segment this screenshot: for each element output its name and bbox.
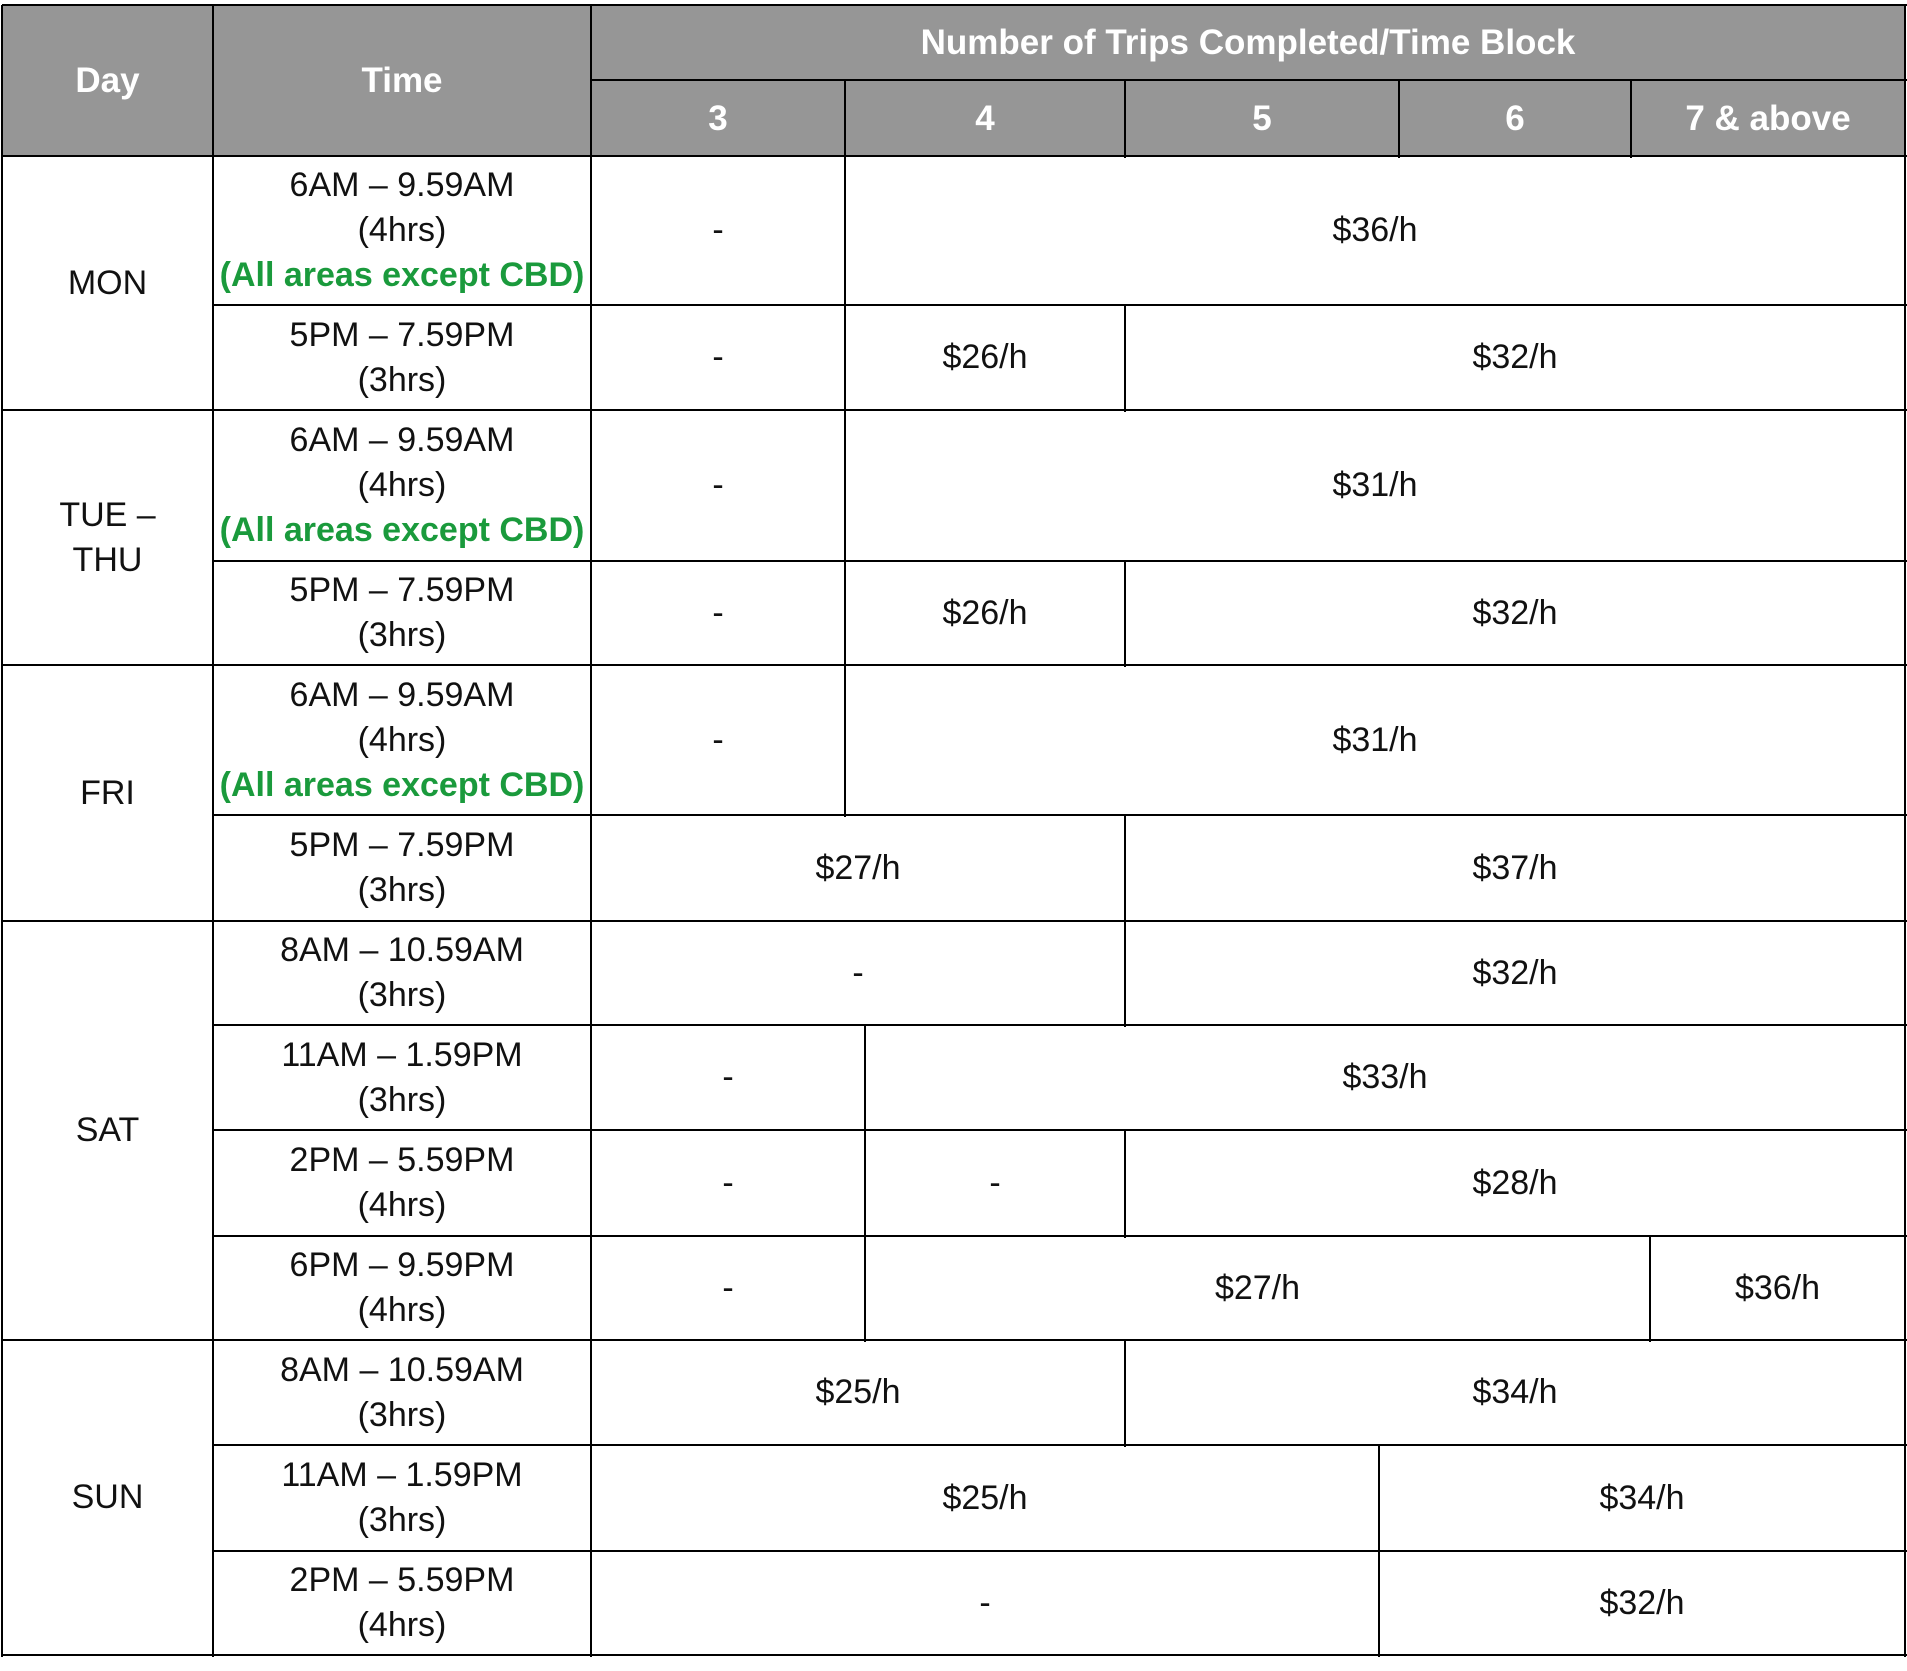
time-cell	[213, 561, 591, 665]
rate-value: $34/h	[1472, 1373, 1558, 1411]
day-cell	[2, 921, 213, 1340]
rate-value: $25/h	[942, 1478, 1028, 1517]
day-label: SUN	[71, 1478, 144, 1516]
rate-value: $34/h	[1599, 1478, 1685, 1517]
rate-cell	[591, 561, 845, 665]
rate-cell	[591, 1025, 865, 1130]
time-range: 11AM – 1.59PM	[281, 1035, 523, 1074]
time-range: 5PM – 7.59PM	[289, 315, 515, 354]
grid-line-h	[2, 1654, 1907, 1656]
rate-value: -	[722, 1163, 734, 1202]
day-cell	[2, 410, 213, 665]
day-cell	[2, 1340, 213, 1655]
rate-cell	[1650, 1236, 1905, 1340]
grid-line-h	[2, 1339, 1907, 1341]
rate-cell	[591, 305, 845, 410]
rate-cell	[591, 1551, 1379, 1655]
rate-value: -	[989, 1163, 1001, 1202]
grid-line-h	[213, 1235, 1907, 1237]
grid-line-v	[1124, 305, 1126, 412]
rate-cell	[1379, 1551, 1905, 1655]
rate-cell	[865, 1025, 1905, 1130]
time-range: 6PM – 9.59PM	[289, 1246, 515, 1284]
rate-cell	[1125, 1130, 1905, 1236]
header-col-3	[591, 80, 845, 156]
header-col-label: 6	[1505, 98, 1525, 138]
header-col-label: 4	[975, 98, 995, 138]
rate-value: -	[712, 338, 724, 376]
rate-value: -	[722, 1058, 734, 1096]
header-time-label: Time	[361, 61, 443, 100]
header-col-7	[1631, 80, 1905, 156]
grid-line-v	[864, 1236, 866, 1342]
grid-line-h	[2, 409, 1907, 411]
grid-line-v	[1124, 1130, 1126, 1238]
header-col-label: 7 & above	[1685, 98, 1851, 138]
rate-cell	[1125, 305, 1905, 410]
time-cell	[213, 1236, 591, 1340]
grid-line-h	[213, 560, 1907, 562]
time-cell	[213, 815, 591, 921]
header-col-5	[1125, 80, 1399, 156]
area-note: (All areas except CBD)	[219, 256, 585, 294]
grid-line-v	[1124, 80, 1126, 158]
grid-line-v	[864, 1025, 866, 1132]
grid-line-h	[2, 155, 1907, 157]
grid-line-v	[1, 5, 3, 1657]
time-duration: (4hrs)	[357, 466, 447, 504]
rate-cell	[591, 1236, 865, 1340]
time-range: 6AM – 9.59AM	[289, 421, 515, 459]
grid-line-h	[213, 1550, 1907, 1552]
rate-value: $27/h	[815, 848, 901, 887]
rate-cell	[591, 156, 845, 305]
rate-value: $25/h	[815, 1373, 901, 1411]
header-time	[213, 5, 591, 156]
rate-cell	[1125, 815, 1905, 921]
header-day-label: Day	[75, 61, 140, 100]
area-note: (All areas except CBD)	[219, 511, 585, 549]
header-group-label: Number of Trips Completed/Time Block	[920, 23, 1576, 62]
time-duration: (3hrs)	[357, 976, 447, 1014]
time-range: 6AM – 9.59AM	[289, 675, 515, 714]
rate-cell	[591, 815, 1125, 921]
time-cell	[213, 305, 591, 410]
rate-cell	[845, 305, 1125, 410]
time-duration: (3hrs)	[357, 871, 447, 909]
rate-cell	[591, 410, 845, 561]
day-label: MON	[67, 263, 148, 302]
grid-line-v	[1124, 561, 1126, 667]
rate-cell	[845, 665, 1905, 815]
grid-line-v	[1398, 80, 1400, 158]
time-duration: (4hrs)	[357, 1291, 447, 1329]
header-col-4	[845, 80, 1125, 156]
rate-value: -	[712, 466, 724, 504]
grid-line-h	[213, 1444, 1907, 1446]
header-col-label: 3	[708, 98, 728, 138]
grid-line-v	[844, 410, 846, 563]
rate-value: -	[852, 953, 864, 992]
rate-value: $36/h	[1734, 1268, 1821, 1307]
header-trips-group	[591, 5, 1905, 80]
time-range: 2PM – 5.59PM	[289, 1141, 515, 1179]
rate-cell	[1125, 561, 1905, 665]
rate-cell	[845, 410, 1905, 561]
time-duration: (4hrs)	[357, 720, 447, 759]
rate-value: -	[712, 593, 724, 632]
time-cell	[213, 1340, 591, 1445]
time-cell	[213, 921, 591, 1025]
day-cell	[2, 665, 213, 921]
time-duration: (3hrs)	[357, 1080, 447, 1119]
rate-value: -	[722, 1268, 734, 1307]
grid-line-v	[1649, 1236, 1651, 1342]
rate-value: $27/h	[1214, 1268, 1301, 1307]
rate-value: $32/h	[1472, 593, 1558, 632]
rate-value: $37/h	[1472, 848, 1558, 887]
rate-value: $31/h	[1332, 720, 1418, 759]
grid-line-v	[1904, 5, 1906, 1657]
grid-line-v	[844, 305, 846, 412]
day-label: TUE – THU	[59, 495, 156, 579]
time-duration: (4hrs)	[357, 1606, 447, 1644]
grid-line-v	[590, 5, 592, 1657]
rate-value: $33/h	[1342, 1058, 1428, 1096]
time-duration: (4hrs)	[357, 1186, 447, 1224]
rate-cell	[591, 665, 845, 815]
rate-value: -	[712, 211, 724, 249]
grid-line-v	[1378, 1551, 1380, 1657]
time-duration: (3hrs)	[357, 1501, 447, 1539]
grid-line-v	[844, 561, 846, 667]
grid-line-v	[212, 5, 214, 1657]
time-cell	[213, 156, 591, 305]
grid-line-h	[2, 920, 1907, 922]
grid-line-v	[844, 665, 846, 817]
time-cell	[213, 1130, 591, 1236]
time-duration: (3hrs)	[357, 360, 447, 399]
rate-value: $26/h	[942, 593, 1028, 632]
time-duration: (3hrs)	[357, 616, 447, 654]
area-note: (All areas except CBD)	[219, 765, 585, 804]
time-range: 11AM – 1.59PM	[281, 1456, 523, 1494]
time-range: 2PM – 5.59PM	[289, 1561, 515, 1599]
grid-line-v	[1124, 1340, 1126, 1447]
grid-line-v	[1124, 921, 1126, 1027]
day-cell	[2, 156, 213, 410]
time-range: 8AM – 10.59AM	[280, 1350, 524, 1389]
rate-cell	[1125, 921, 1905, 1025]
header-col-6	[1399, 80, 1631, 156]
time-cell	[213, 1025, 591, 1130]
rate-cell	[591, 1130, 865, 1236]
rate-cell	[1379, 1445, 1905, 1551]
grid-line-h	[213, 304, 1907, 306]
rate-value: $36/h	[1332, 211, 1418, 249]
grid-line-v	[1378, 1445, 1380, 1553]
header-day	[2, 5, 213, 156]
time-duration: (3hrs)	[357, 1395, 447, 1434]
rate-cell	[591, 1445, 1379, 1551]
grid-line-v	[864, 1130, 866, 1238]
grid-line-v	[844, 80, 846, 158]
grid-line-h	[591, 79, 1907, 81]
rate-value: $26/h	[942, 338, 1028, 376]
rate-cell	[865, 1130, 1125, 1236]
header-col-label: 5	[1252, 98, 1272, 138]
rate-cell	[1125, 1340, 1905, 1445]
time-cell	[213, 665, 591, 815]
day-label: SAT	[75, 1111, 140, 1149]
time-cell	[213, 410, 591, 561]
time-cell	[213, 1445, 591, 1551]
time-range: 6AM – 9.59AM	[289, 166, 515, 204]
rate-cell	[591, 921, 1125, 1025]
rate-cell	[845, 561, 1125, 665]
grid-line-v	[1630, 80, 1632, 158]
rate-cell	[591, 1340, 1125, 1445]
grid-line-h	[213, 1129, 1907, 1131]
grid-line-v	[1124, 815, 1126, 923]
time-cell	[213, 1551, 591, 1655]
grid-line-v	[844, 156, 846, 307]
time-range: 5PM – 7.59PM	[289, 571, 515, 609]
time-duration: (4hrs)	[357, 211, 447, 249]
rate-value: $32/h	[1472, 338, 1558, 376]
rate-value: -	[712, 720, 724, 759]
grid-line-h	[2, 4, 1907, 6]
time-range: 8AM – 10.59AM	[280, 931, 524, 969]
rate-cell	[845, 156, 1905, 305]
grid-line-h	[213, 1024, 1907, 1026]
rate-value: $32/h	[1599, 1583, 1685, 1622]
rate-value: -	[979, 1583, 991, 1622]
grid-line-h	[213, 814, 1907, 816]
rate-cell	[865, 1236, 1650, 1340]
day-label: FRI	[80, 773, 135, 812]
grid-line-h	[2, 664, 1907, 666]
rate-value: $31/h	[1332, 466, 1418, 504]
rate-value: $32/h	[1472, 953, 1558, 992]
time-range: 5PM – 7.59PM	[289, 826, 515, 864]
rate-value: $28/h	[1472, 1163, 1558, 1202]
